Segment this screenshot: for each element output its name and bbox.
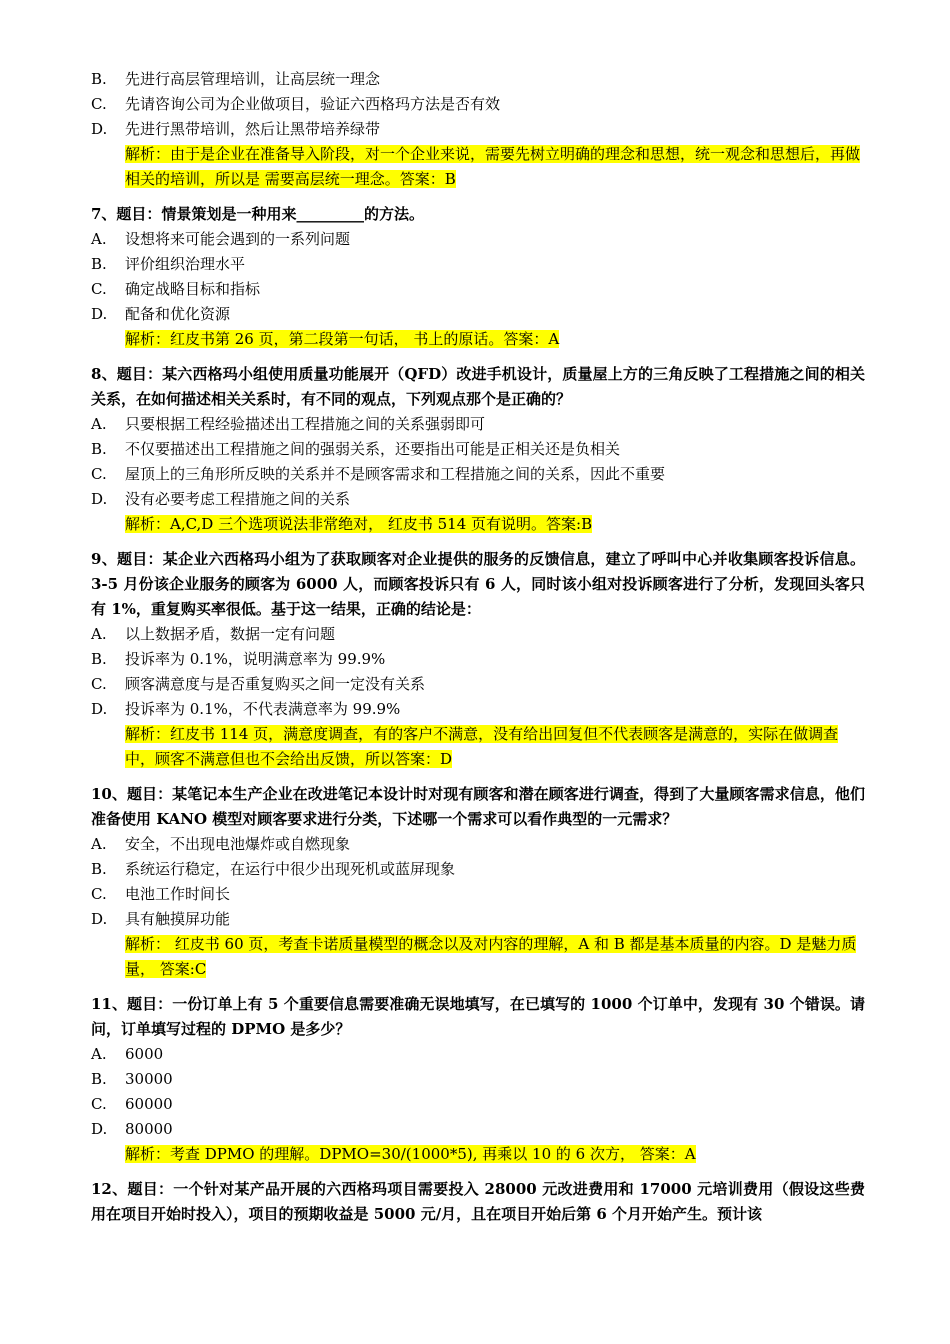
explanation-text: 解析：考查 DPMO 的理解。DPMO=30/(1000*5), 再乘以 10 的 6 次方， 答案：A <box>125 1145 696 1163</box>
option-row <box>91 227 865 252</box>
option-letter: B. <box>91 1070 107 1088</box>
option-letter: B. <box>91 440 107 458</box>
question-title: 7、题目：情景策划是一种用来_________的方法。 <box>91 205 424 223</box>
answer-explanation <box>125 722 865 772</box>
explanation-text: 解析： 红皮书 60 页，考查卡诺质量模型的概念以及对内容的理解，A 和 B 都是基本质量的内容。D 是魅力质量， 答案:C <box>125 935 857 978</box>
question-list <box>91 67 865 1227</box>
option-letter: D. <box>91 910 108 928</box>
option-letter: C. <box>91 885 107 903</box>
explanation-text: 解析：A,C,D 三个选项说法非常绝对， 红皮书 514 页有说明。答案:B <box>125 515 593 533</box>
option-text: 投诉率为 0.1%，不代表满意率为 99.9% <box>125 700 401 718</box>
option-row <box>91 697 865 722</box>
option-letter: B. <box>91 70 107 88</box>
explanation-text: 解析：红皮书 114 页，满意度调查，有的客户不满意，没有给出回复但不代表顾客是满意的，实际在做调查中，顾客不满意但也不会给出反馈，所以答案：D <box>125 725 839 768</box>
option-text: 不仅要描述出工程措施之间的强弱关系，还要指出可能是正相关还是负相关 <box>125 440 621 458</box>
question-title: 12、题目：一个针对某产品开展的六西格玛项目需要投入 28000 元改进费用和 17000 元培训费用（假设这些费用在项目开始时投入），项目的预期收益是 5000 元/月，且在项目开始后第 6 个月开始产生。预计该 <box>91 1180 865 1223</box>
option-row <box>91 1092 865 1117</box>
option-letter: C. <box>91 1095 107 1113</box>
option-text: 先进行高层管理培训，让高层统一理念 <box>125 70 381 88</box>
option-letter: D. <box>91 1120 108 1138</box>
answer-explanation <box>125 512 865 537</box>
answer-explanation <box>125 1142 865 1167</box>
option-text: 30000 <box>125 1070 173 1088</box>
option-letter: B. <box>91 650 107 668</box>
option-text: 先请咨询公司为企业做项目，验证六西格玛方法是否有效 <box>125 95 501 113</box>
option-row <box>91 277 865 302</box>
option-row <box>91 1042 865 1067</box>
option-text: 6000 <box>125 1045 164 1063</box>
option-text: 只要根据工程经验描述出工程措施之间的关系强弱即可 <box>125 415 486 433</box>
option-letter: D. <box>91 120 108 138</box>
option-text: 配备和优化资源 <box>125 305 231 323</box>
option-letter: A. <box>91 625 107 643</box>
option-row <box>91 412 865 437</box>
explanation-text: 解析：由于是企业在准备导入阶段，对一个企业来说，需要先树立明确的理念和思想，统一观念和思想后，再做相关的培训，所以是 需要高层统一理念。答案：B <box>125 145 861 188</box>
question-title: 9、题目：某企业六西格玛小组为了获取顾客对企业提供的服务的反馈信息，建立了呼叫中心并收集顾客投诉信息。3-5 月份该企业服务的顾客为 6000 人，而顾客投诉只有 6 人，同时该小组对投诉顾客进行了分析，发现回头客只有 1%，重复购买率很低。基于这一结果，正确的结论是： <box>91 550 865 618</box>
option-text: 投诉率为 0.1%，说明满意率为 99.9% <box>125 650 386 668</box>
option-letter: D. <box>91 700 108 718</box>
option-row <box>91 487 865 512</box>
option-row <box>91 252 865 277</box>
option-row <box>91 832 865 857</box>
option-letter: A. <box>91 230 107 248</box>
option-letter: A. <box>91 835 107 853</box>
option-text: 具有触摸屏功能 <box>125 910 231 928</box>
option-row <box>91 647 865 672</box>
option-row <box>91 67 865 92</box>
option-letter: C. <box>91 465 107 483</box>
option-text: 屋顶上的三角形所反映的关系并不是顾客需求和工程措施之间的关系，因此不重要 <box>125 465 666 483</box>
option-text: 系统运行稳定，在运行中很少出现死机或蓝屏现象 <box>125 860 456 878</box>
option-text: 60000 <box>125 1095 173 1113</box>
option-row <box>91 117 865 142</box>
option-text: 电池工作时间长 <box>125 885 231 903</box>
option-row <box>91 622 865 647</box>
answer-explanation <box>125 142 865 192</box>
option-text: 先进行黑带培训，然后让黑带培养绿带 <box>125 120 381 138</box>
option-letter: A. <box>91 1045 107 1063</box>
option-text: 评价组织治理水平 <box>125 255 246 273</box>
answer-explanation <box>125 327 865 352</box>
option-row <box>91 462 865 487</box>
option-text: 设想将来可能会遇到的一系列问题 <box>125 230 351 248</box>
option-letter: C. <box>91 280 107 298</box>
option-text: 安全，不出现电池爆炸或自燃现象 <box>125 835 351 853</box>
option-text: 顾客满意度与是否重复购买之间一定没有关系 <box>125 675 426 693</box>
question-title: 11、题目：一份订单上有 5 个重要信息需要准确无误地填写，在已填写的 1000 个订单中，发现有 30 个错误。请问，订单填写过程的 DPMO 是多少？ <box>91 995 865 1038</box>
answer-explanation <box>125 932 865 982</box>
option-row <box>91 882 865 907</box>
option-letter: C. <box>91 95 107 113</box>
option-letter: C. <box>91 675 107 693</box>
option-text: 没有必要考虑工程措施之间的关系 <box>125 490 351 508</box>
option-row <box>91 437 865 462</box>
question-title: 8、题目：某六西格玛小组使用质量功能展开（QFD）改进手机设计，质量屋上方的三角反映了工程措施之间的相关关系，在如何描述相关关系时，有不同的观点，下列观点那个是正确的？ <box>91 365 865 408</box>
option-letter: B. <box>91 255 107 273</box>
explanation-text: 解析：红皮书第 26 页，第二段第一句话， 书上的原话。答案：A <box>125 330 560 348</box>
option-letter: B. <box>91 860 107 878</box>
option-row <box>91 907 865 932</box>
option-row <box>91 302 865 327</box>
option-row <box>91 1067 865 1092</box>
option-letter: D. <box>91 305 108 323</box>
option-row <box>91 92 865 117</box>
option-letter: D. <box>91 490 108 508</box>
option-text: 80000 <box>125 1120 173 1138</box>
option-letter: A. <box>91 415 107 433</box>
option-row <box>91 672 865 697</box>
option-text: 确定战略目标和指标 <box>125 280 261 298</box>
option-text: 以上数据矛盾，数据一定有问题 <box>125 625 336 643</box>
question-title: 10、题目：某笔记本生产企业在改进笔记本设计时对现有顾客和潜在顾客进行调查，得到了大量顾客需求信息，他们准备使用 KANO 模型对顾客要求进行分类，下述哪一个需求可以看作典型的一元需求？ <box>91 785 865 828</box>
option-row <box>91 857 865 882</box>
option-row <box>91 1117 865 1142</box>
